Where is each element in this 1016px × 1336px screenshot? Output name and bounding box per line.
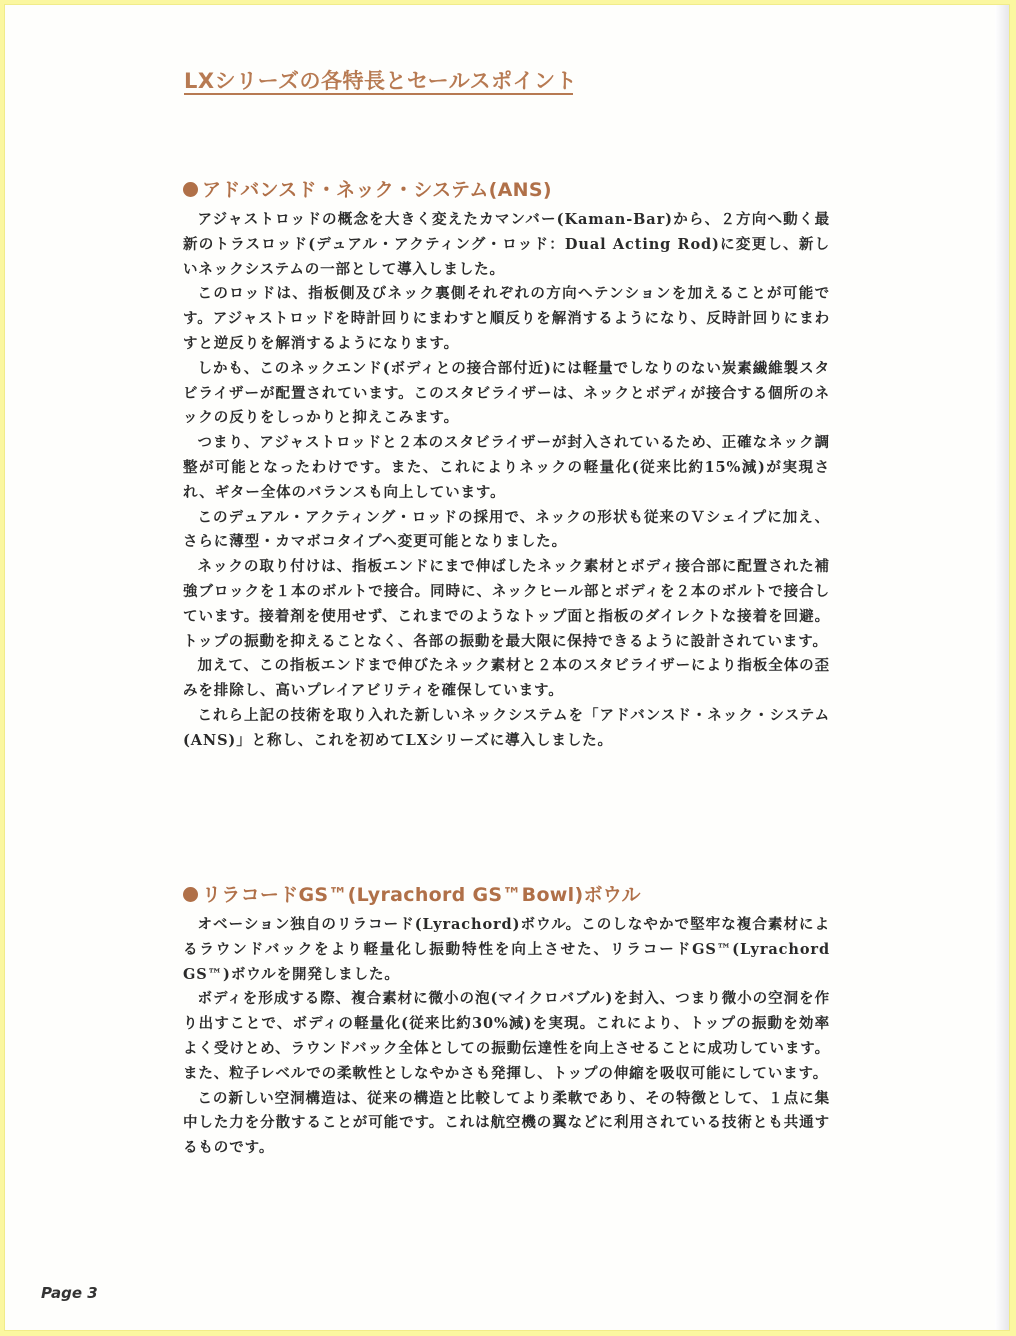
page-spine-shadow <box>995 5 1009 1330</box>
paragraph: このデュアル・アクティング・ロッドの採用で、ネックの形状も従来のＶシェイプに加え、さらに薄型・カマボコタイプへ変更可能となりました。 <box>183 508 830 551</box>
section-heading <box>183 880 830 907</box>
section-heading-text: リラコードGS™(Lyrachord GS™Bowl)ボウル <box>202 884 641 906</box>
document-page <box>5 5 1009 1330</box>
paragraph: 加えて、この指板エンドまで伸びたネック素材と２本のスタビライザーにより指板全体の歪みを排除し、高いプレイアビリティを確保しています。 <box>183 657 830 700</box>
section-lyrachord <box>183 880 830 1161</box>
bullet-dot-icon <box>183 887 198 902</box>
paragraph: これら上記の技術を取り入れた新しいネックシステムを「アドバンスド・ネック・システム(ANS)」と称し、これを初めてLXシリーズに導入しました。 <box>183 706 830 749</box>
section-heading <box>183 175 830 202</box>
title-underline <box>184 93 573 95</box>
paragraph: この新しい空洞構造は、従来の構造と比較してより柔軟であり、その特徴として、１点に集中した力を分散することが可能です。これは航空機の翼などに利用されている技術とも共通するものです。 <box>183 1089 830 1157</box>
page-title: LXシリーズの各特長とセールスポイント <box>184 69 578 93</box>
section-ans <box>183 175 830 754</box>
paragraph: ボディを形成する際、複合素材に微小の泡(マイクロバブル)を封入、つまり微小の空洞を作り出すことで、ボディの軽量化(従来比約30%減)を実現。これにより、トップの振動を効率よく受けとめ、ラウンドバック全体としての振動伝達性を向上させることに成功しています。また、粒子レベルでの柔軟性としなやかさも発揮し、トップの伸縮を吸収可能にしています。 <box>183 990 830 1082</box>
paragraph: しかも、このネックエンド(ボディとの接合部付近)には軽量でしなりのない炭素繊維製スタビライザーが配置されています。このスタビライザーは、ネックとボディが接合する個所のネックの反りをしっかりと抑えこみます。 <box>183 359 830 427</box>
paragraph: つまり、アジャストロッドと２本のスタビライザーが封入されているため、正確なネック調整が可能となったわけです。また、これによりネックの軽量化(従来比約15%減)が実現され、ギター全体のバランスも向上しています。 <box>183 434 830 501</box>
page-number: Page 3 <box>41 1284 98 1302</box>
section-heading-text: アドバンスド・ネック・システム(ANS) <box>202 179 552 201</box>
paragraph: オベーション独自のリラコード(Lyrachord)ボウル。このしなやかで堅牢な複合素材によるラウンドバックをより軽量化し振動特性を向上させた、リラコードGS™(Lyrachord GS™)ボウルを開発しました。 <box>183 916 830 983</box>
bullet-dot-icon <box>183 182 198 197</box>
paragraph: アジャストロッドの概念を大きく変えたカマンバー(Kaman-Bar)から、２方向へ動く最新のトラスロッド(デュアル・アクティング・ロッド：Dual Acting Rod)に変更し、新しいネックシステムの一部として導入しました。 <box>183 211 830 278</box>
paragraph: このロッドは、指板側及びネック裏側それぞれの方向へテンションを加えることが可能です。アジャストロッドを時計回りにまわすと順反りを解消するようになり、反時計回りにまわすと逆反りを解消するようになります。 <box>183 285 830 352</box>
paragraph: ネックの取り付けは、指板エンドにまで伸ばしたネック素材とボディ接合部に配置された補強ブロックを１本のボルトで接合。同時に、ネックヒール部とボディを２本のボルトで接合しています。接着剤を使用せず、これまでのようなトップ面と指板のダイレクトな接着を回避。トップの振動を抑えることなく、各部の振動を最大限に保持できるように設計されています。 <box>183 558 830 650</box>
